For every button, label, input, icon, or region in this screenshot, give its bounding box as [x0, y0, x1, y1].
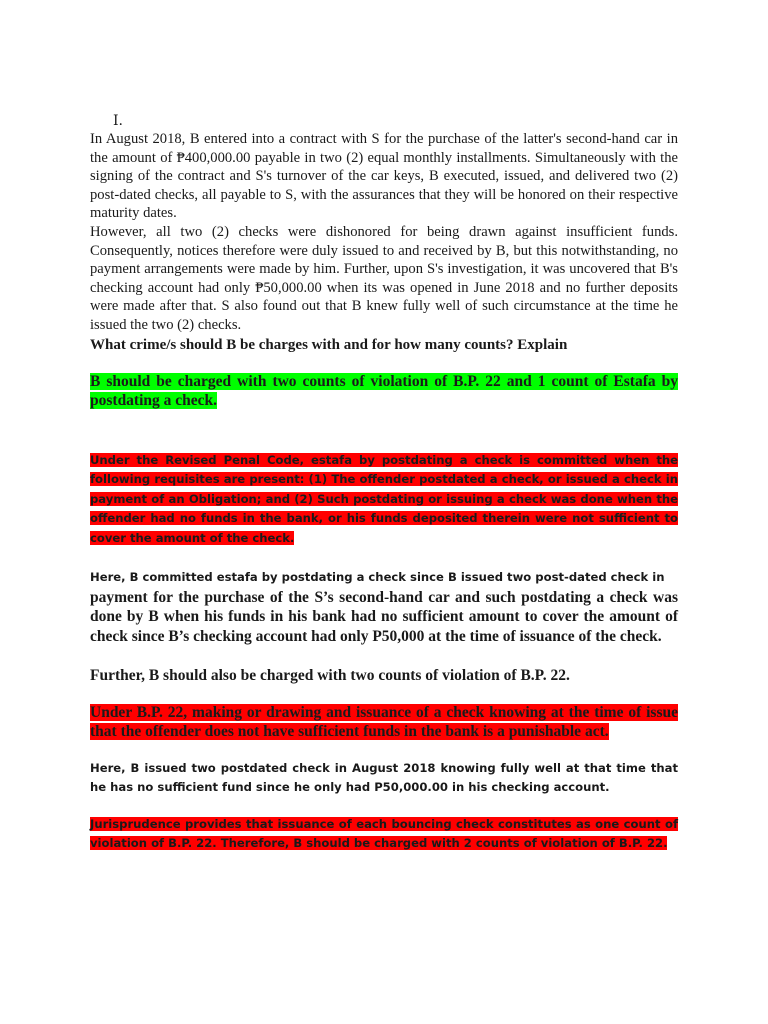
bp22-intro: Further, B should also be charged with two counts of violation of B.P. 22. [90, 667, 570, 685]
bp22-rule-text: Under B.P. 22, making or drawing and issuance of a check knowing at the time of issue that the offender does not have sufficient funds in the bank is a punishable act. [90, 703, 678, 741]
problem-number: I. [113, 113, 123, 129]
jurisprudence [90, 815, 678, 854]
estafa-application-lead: Here, B committed estafa by postdating a check since B issued two post-dated check in [90, 570, 665, 585]
bp22-application: Here, B issued two postdated check in August 2018 knowing fully well at that time that he has no sufficient fund since he only had P50,000.00 in his checking account. [90, 760, 678, 795]
estafa-application-rest: payment for the purchase of the S’s second-hand car and such postdating a check was done by B when his funds in his bank had no sufficient amount to cover the amount of check since B’s checking account had only P50,000 at the time of issuance of the check. [90, 588, 678, 645]
facts-paragraph-2: However, all two (2) checks were dishonored for being drawn against insufficient funds. Consequently, notices therefore were duly issued to and received by B, but this notwithstanding, no payment arrangements were made by him. Further, upon S's investigation, it was uncovered that B's checking account had only ₱50,000.00 when its was opened in June 2018 and no further deposits were made after that. S also found out that B knew fully well of such circumstance at the time he issued the two (2) checks. [90, 223, 678, 333]
spacer [90, 548, 678, 568]
document-body [90, 112, 678, 854]
bp22-rule [90, 703, 678, 742]
estafa-rule-text: Under the Revised Penal Code, estafa by postdating a check is committed when the following requisites are present: (1) The offender postdated a check, or issued a check in payment of an Obligation; and (2) Such postdating or issuing a check was done when the offender had no funds in the bank, or his funds deposited therein were not sufficient to cover the amount of the check. [90, 452, 678, 545]
estafa-rule [90, 451, 678, 549]
answer-conclusion [90, 372, 678, 410]
answer-conclusion-text: B should be charged with two counts of violation of B.P. 22 and 1 count of Estafa by postdating a check. [90, 372, 678, 409]
question: What crime/s should B be charges with and for how many counts? Explain [90, 336, 568, 353]
spacer [90, 646, 678, 666]
facts-paragraph-1: In August 2018, B entered into a contract with S for the purchase of the latter's second-hand car in the amount of ₱400,000.00 payable in two (2) equal monthly installments. Simultaneously with the signing of the contract and S's turnover of the car keys, B executed, issued, and delivered two (2) post-dated checks, all payable to S, with the assurances that they will be honored on their respective maturity dates. [90, 131, 678, 222]
spacer [90, 798, 678, 815]
spacer [90, 686, 678, 703]
spacer [90, 742, 678, 759]
jurisprudence-text: Jurisprudence provides that issuance of each bouncing check constitutes as one count of violation of B.P. 22. Therefore, B should be charged with 2 counts of violation of B.P. 22. [90, 816, 678, 851]
